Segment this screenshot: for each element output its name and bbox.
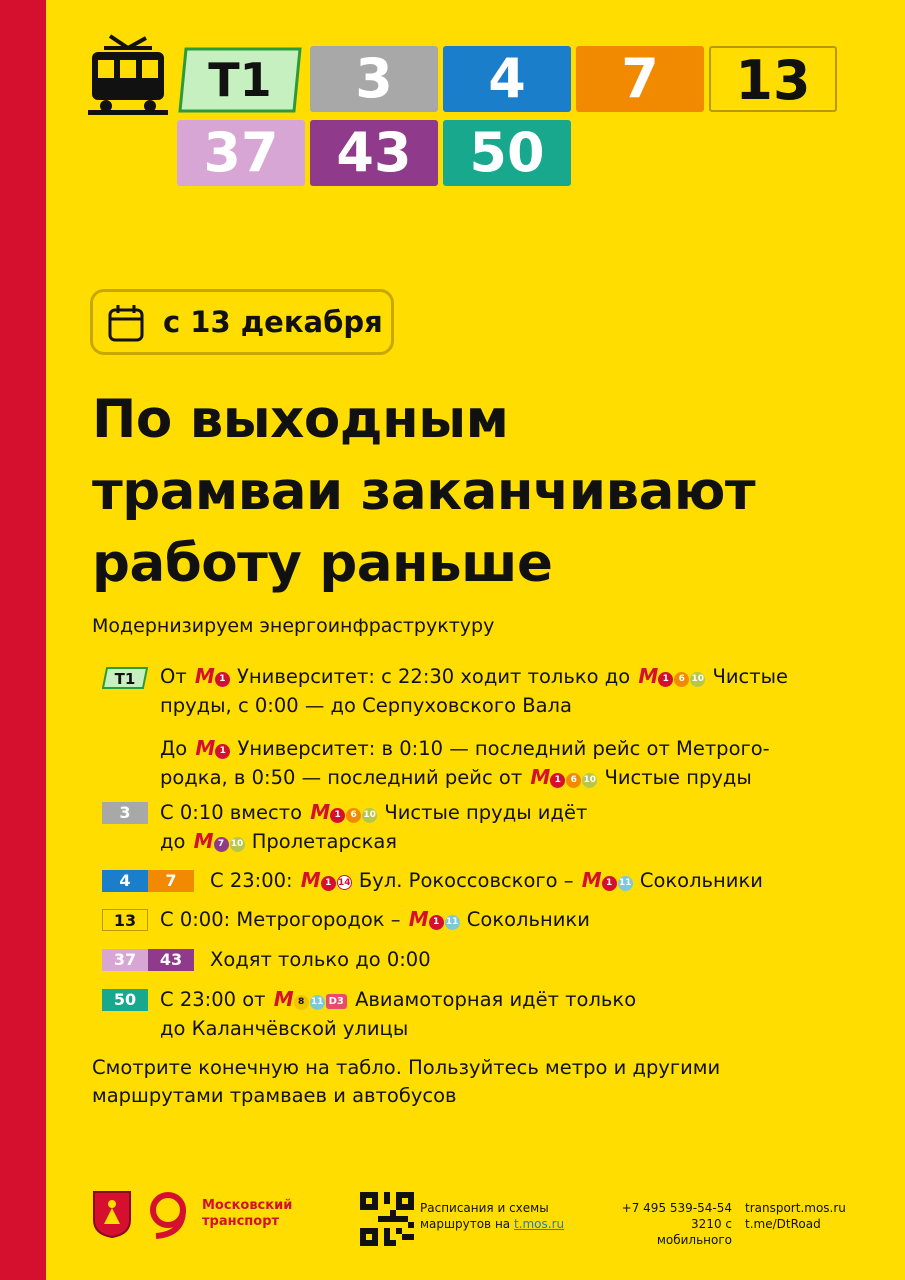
- text-segment: Бул. Рокоссовского –: [358, 869, 574, 892]
- web-links: [745, 1200, 846, 1232]
- line-11-icon: 11: [445, 915, 460, 930]
- text-segment: Ходят только до 0:00: [210, 948, 431, 971]
- line-7-icon: 7: [214, 837, 229, 852]
- metro-icon: М: [195, 736, 216, 760]
- moscow-transport-logo-icon: [146, 1190, 196, 1240]
- date-text: с 13 декабря: [163, 305, 383, 339]
- text-segment: Чистые пруды идёт: [384, 801, 588, 824]
- line-1-icon: 1: [429, 915, 444, 930]
- date-badge: [90, 289, 394, 355]
- line-1-icon: 1: [321, 876, 336, 891]
- red-side-bar: [0, 0, 46, 1280]
- line-1-icon: 1: [658, 672, 673, 687]
- mobile-number: 3210 с мобильного: [656, 1217, 732, 1247]
- text-segment: С 23:00:: [210, 869, 293, 892]
- list-item-3: [102, 798, 882, 858]
- line-1-icon: 1: [215, 744, 230, 759]
- subtitle: Модернизируем энергоинфраструктуру: [92, 615, 495, 637]
- metro-icon: М: [300, 868, 321, 892]
- moscow-coat-of-arms-icon: [92, 1190, 132, 1238]
- phone-number[interactable]: +7 495 539-54-54: [621, 1201, 732, 1215]
- schedule-line: Расписания и схемы: [420, 1201, 549, 1215]
- list-item-4-7: [102, 866, 882, 896]
- text-segment: С 0:00: Метрогородок –: [160, 908, 401, 931]
- line-14-icon: 14: [337, 875, 352, 890]
- chip-4: 4: [102, 870, 148, 892]
- chip-37: 37: [102, 949, 148, 971]
- line-6-icon: 6: [346, 808, 361, 823]
- site-link[interactable]: transport.mos.ru: [745, 1201, 846, 1215]
- list-item-50: [102, 985, 882, 1045]
- text-segment: Сокольники: [466, 908, 590, 931]
- chip-7: 7: [148, 870, 194, 892]
- title-line: трамваи заканчивают: [92, 461, 756, 522]
- line-d3-icon: D3: [326, 994, 347, 1009]
- route-4-badge: 4: [443, 46, 571, 112]
- text-segment: родка, в 0:50 — последний рейс от: [160, 766, 523, 789]
- text-segment: С 23:00 от: [160, 988, 266, 1011]
- line-6-icon: 6: [674, 672, 689, 687]
- route-3-badge: 3: [310, 46, 438, 112]
- chip-3: 3: [102, 802, 148, 824]
- chip-43: 43: [148, 949, 194, 971]
- text-segment: От: [160, 665, 187, 688]
- metro-icon: М: [638, 664, 659, 688]
- line-1-icon: 1: [602, 876, 617, 891]
- schedule-info: [420, 1200, 564, 1232]
- text-segment: Чистые: [712, 665, 788, 688]
- list-item-t1-return: [102, 734, 882, 794]
- text-segment: Сокольники: [639, 869, 763, 892]
- list-item-t1: [102, 662, 882, 722]
- qr-code-icon[interactable]: [360, 1192, 414, 1246]
- metro-icon: М: [194, 664, 215, 688]
- chip-t1-label: T1: [114, 670, 136, 688]
- schedule-line: маршрутов на: [420, 1217, 511, 1231]
- line-1-icon: 1: [215, 672, 230, 687]
- route-50-badge: 50: [443, 120, 571, 186]
- tram-icon: [88, 34, 168, 116]
- text-segment: пруды, с 0:00 — до Серпуховского Вала: [160, 694, 572, 717]
- line-6-icon: 6: [566, 773, 581, 788]
- route-13-badge: 13: [709, 46, 837, 112]
- route-43-badge: 43: [310, 120, 438, 186]
- line-10-icon: 10: [690, 672, 705, 687]
- brand-line: Московский: [202, 1198, 293, 1213]
- text-segment: Авиамоторная идёт только: [355, 988, 637, 1011]
- list-item-13: [102, 905, 882, 935]
- line-10-icon: 10: [230, 837, 245, 852]
- list-item-37-43: [102, 945, 882, 975]
- route-7-badge: 7: [576, 46, 704, 112]
- line-1-icon: 1: [330, 808, 345, 823]
- title-line: работу раньше: [92, 533, 553, 594]
- line-10-icon: 10: [582, 773, 597, 788]
- line-11-icon: 11: [310, 995, 325, 1010]
- text-segment: С 0:10 вместо: [160, 801, 303, 824]
- chip-t1: [102, 667, 148, 689]
- brand-name: [202, 1198, 292, 1230]
- metro-icon: М: [408, 907, 429, 931]
- text-segment: Чистые пруды: [604, 766, 752, 789]
- footer-note: Смотрите конечную на табло. Пользуйтесь метро и другими маршрутами трамваев и автобусов: [92, 1056, 721, 1107]
- brand-line: транспорт: [202, 1214, 280, 1229]
- title-line: По выходным: [92, 389, 509, 450]
- chip-50: 50: [102, 989, 148, 1011]
- metro-icon: М: [581, 868, 602, 892]
- text-segment: до: [160, 830, 186, 853]
- text-segment: до Каланчёвской улицы: [160, 1017, 409, 1040]
- route-37-badge: 37: [177, 120, 305, 186]
- text-segment: Пролетарская: [251, 830, 398, 853]
- metro-icon: М: [310, 800, 331, 824]
- route-t1-label: T1: [208, 53, 272, 107]
- phone-info: [614, 1200, 732, 1248]
- text-segment: Университет: с 22:30 ходит только до: [237, 665, 631, 688]
- calendar-icon: [108, 304, 144, 342]
- telegram-link[interactable]: t.me/DtRoad: [745, 1217, 821, 1231]
- page-title: [92, 384, 872, 600]
- line-11-icon: 11: [618, 876, 633, 891]
- metro-icon: М: [273, 987, 294, 1011]
- metro-icon: М: [193, 829, 214, 853]
- text-segment: Университет: в 0:10 — последний рейс от Метрого-: [237, 737, 770, 760]
- chip-13: 13: [102, 909, 148, 931]
- line-1-icon: 1: [550, 773, 565, 788]
- route-t1-badge: [172, 46, 308, 114]
- line-10-icon: 10: [362, 808, 377, 823]
- line-8-icon: 8: [294, 995, 309, 1010]
- schedule-link[interactable]: t.mos.ru: [513, 1217, 565, 1231]
- text-segment: До: [160, 737, 188, 760]
- metro-icon: М: [530, 765, 551, 789]
